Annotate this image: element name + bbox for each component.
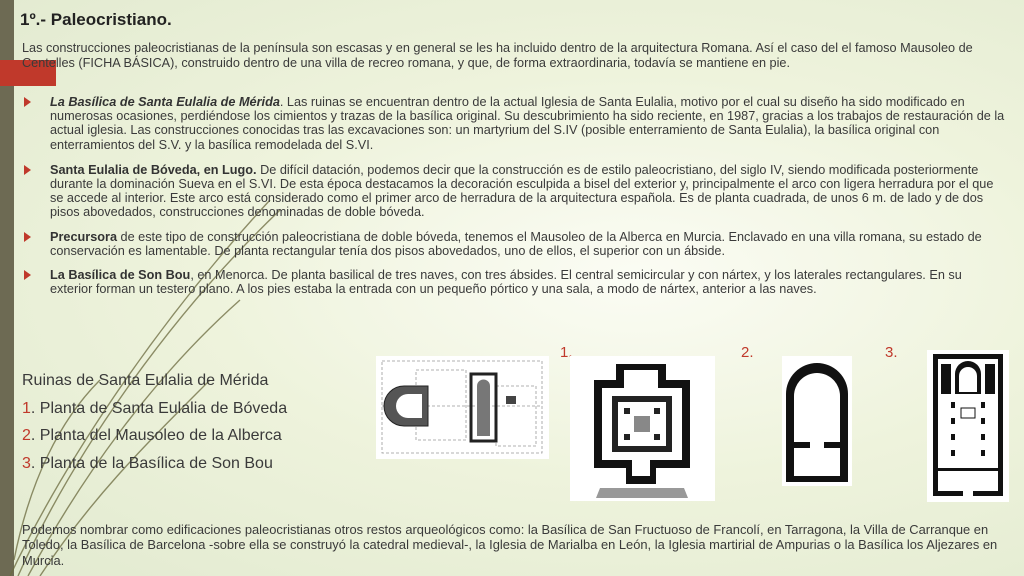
bullet-arrow-icon	[24, 165, 31, 175]
bullet-title: La Basílica de Son Bou	[50, 268, 191, 283]
figure-number-2: 2.	[741, 344, 754, 361]
bullet-text: de este tipo de construcción paleocristiana de doble bóveda, tenemos el Mausoleo de la Alberca en Murcia. Enclavado en una villa romana, su estado de conservación es lamentable. De planta rectangular tenía dos pisos abovedados, uno de ellos, el superior con un ábside.	[50, 229, 982, 258]
bullet-arrow-icon	[24, 232, 31, 242]
intro-paragraph: Las construcciones paleocristianas de la península son escasas y en general se les ha incluido dentro de la arquitectura Romana. Así el caso del el famoso Mausoleo de Centelles (FICHA BÁSICA), construido dentro de una villa de recreo romana, y que, de forma extraordinaria, todavía se mantiene en pie.	[22, 41, 973, 70]
legend-item	[22, 367, 287, 395]
bullet-title: Precursora	[50, 229, 117, 244]
bullet-santa-eulalia-merida	[24, 95, 1006, 152]
bullet-text: . Las ruinas se encuentran dentro de la actual Iglesia de Santa Eulalia, motivo por el cual su diseño ha sido modificado en numerosas ocasiones, perdiéndose los cimientos y trazas de la basílica original. Su descubrimiento ha sido reciente, en 1987, gracias a los trabajos de restauración de la actual iglesia. Las construcciones conocidas tras las excavaciones son: un martyrium del S.IV (posible enterramiento de Santa Eulalia), la basílica original con enterramientos del S.V. y la basílica remodelada del S.VI.	[50, 95, 1005, 152]
legend-number: 3	[22, 454, 31, 472]
bullet-list	[24, 95, 1006, 296]
figure-number-3: 3.	[885, 344, 898, 361]
bullet-title: Santa Eulalia de Bóveda, en Lugo.	[50, 162, 257, 177]
bullet-precursora	[24, 230, 1006, 258]
bullet-text: , en Menorca. De planta basilical de tres naves, con tres ábsides. El central semicircular y con nártex, y los laterales rectangulares. En su exterior forman un testero plano. A los pies estaba la entrada con un pequeño pórtico y una sala, a modo de nártex, anterior a las naves.	[50, 268, 962, 297]
merida-ruins-plan	[376, 356, 549, 459]
legend-text: . Planta del Mausoleo de la Alberca	[30, 427, 282, 444]
legend-item	[22, 450, 287, 478]
bullet-arrow-icon	[24, 270, 31, 280]
figure-legend	[22, 367, 287, 477]
bullet-son-bou	[24, 268, 1006, 296]
boveda-plan	[570, 356, 715, 501]
legend-number: 1	[22, 399, 31, 417]
page-title: 1º.- Paleocristiano.	[20, 10, 172, 29]
legend-text: Ruinas de Santa Eulalia de Mérida	[22, 372, 269, 389]
bullet-santa-eulalia-boveda	[24, 163, 1006, 220]
left-side-band	[0, 0, 14, 576]
figure-number-1: 1.	[560, 344, 573, 361]
bullet-arrow-icon	[24, 97, 31, 107]
legend-item	[22, 395, 287, 423]
alberca-plan	[782, 356, 852, 486]
legend-text: . Planta de la Basílica de Son Bou	[30, 454, 273, 472]
legend-number: 2	[22, 427, 31, 444]
bullet-text: De difícil datación, podemos decir que la construcción es de estilo paleocristiano, del siglo IV, siendo modificada posteriormente durante la dominación Sueva en el S.VI. De esta época destacamos la decoración esculpida a bisel del exterior y, principalmente el arco con ligera herradura por el que se accede al interior. Este arco está considerado como el primer arco de herradura de la arquitectura española. Es de planta cuadrada, de unos 6 m. de lado y de dos pisos abovedados, construcciones denominadas de doble bóveda.	[50, 162, 994, 220]
legend-text: . Planta de Santa Eulalia de Bóveda	[30, 399, 288, 417]
bullet-title: La Basílica de Santa Eulalia de Mérida	[50, 95, 280, 109]
footer-paragraph: Podemos nombrar como edificaciones paleocristianas otros restos arqueológicos como: la Basílica de San Fructuoso de Francolí, en Tarragona, la Villa de Carranque en Toledo, la Basílica de Barcelona -sobre ella se construyó la catedral medieval-, la Iglesia de Marialba en León, la Iglesia martirial de Ampurias o la Basílica los Aljezares en Murcia.	[22, 522, 998, 568]
legend-item	[22, 422, 287, 450]
son-bou-plan	[927, 350, 1009, 502]
